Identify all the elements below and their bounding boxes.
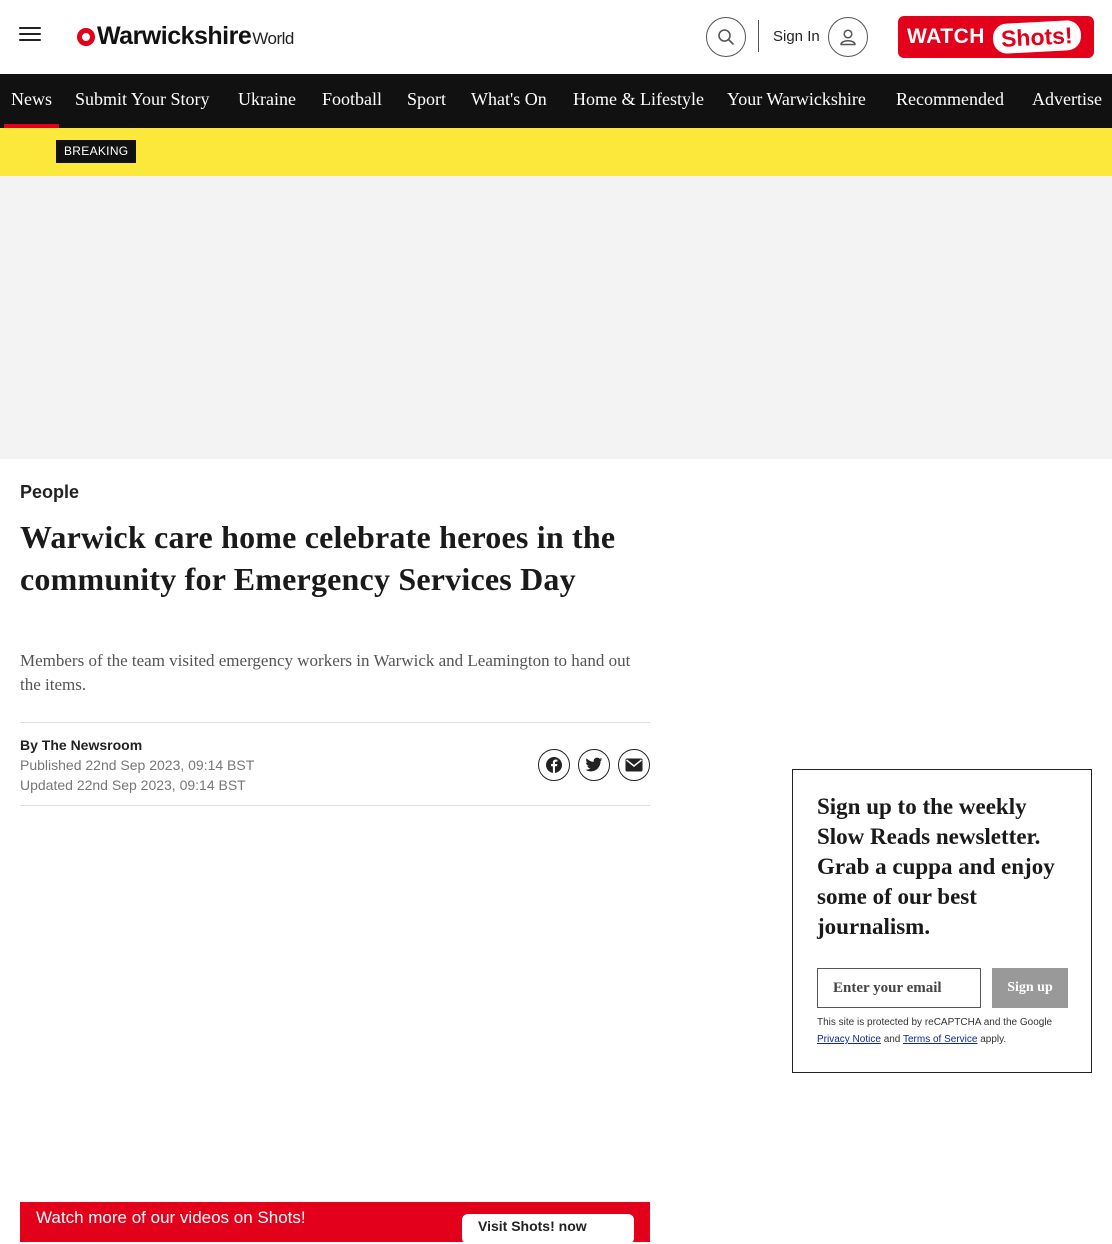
nav-item-recommended[interactable]: Recommended xyxy=(896,89,1004,109)
share-twitter-button[interactable] xyxy=(578,749,610,781)
search-button[interactable] xyxy=(706,17,746,57)
nav-item-football[interactable]: Football xyxy=(322,89,383,109)
recaptcha-notice-and: and xyxy=(883,1034,901,1045)
privacy-notice-link[interactable]: Privacy Notice xyxy=(817,1034,881,1045)
nav-item-home-lifestyle[interactable]: Home & Lifestyle xyxy=(573,89,704,109)
user-icon xyxy=(838,27,858,47)
nav-item-news[interactable]: News xyxy=(11,74,52,128)
newsletter-title: Sign up to the weekly Slow Reads newsletter. Grab a cuppa and enjoy some of our best journalism. xyxy=(817,794,1055,939)
nav-item-submit-your-story[interactable]: Submit Your Story xyxy=(75,89,210,109)
nav-item-ukraine[interactable]: Ukraine xyxy=(238,89,296,109)
logo-dot-icon xyxy=(77,28,95,46)
nav-item-advertise[interactable]: Advertise xyxy=(1032,89,1102,109)
article-headline: Warwick care home celebrate heroes in the community for Emergency Services Day xyxy=(20,519,616,597)
site-header xyxy=(0,0,1112,74)
share-facebook-button[interactable] xyxy=(538,749,570,781)
newsletter-signup-button[interactable]: Sign up xyxy=(992,968,1068,1008)
newsletter-email-input[interactable] xyxy=(817,968,981,1008)
watch-shots-button[interactable] xyxy=(898,16,1094,58)
logo-sub-text: World xyxy=(252,29,294,48)
hamburger-menu-icon[interactable] xyxy=(19,27,41,45)
sign-in-link[interactable]: Sign In xyxy=(773,28,820,45)
updated-date: Updated 22nd Sep 2023, 09:14 BST xyxy=(20,777,246,793)
recaptcha-notice-prefix: This site is protected by reCAPTCHA and the Google xyxy=(817,1017,1053,1028)
visit-shots-button[interactable]: Visit Shots! now xyxy=(462,1214,634,1244)
article-standfirst: Members of the team visited emergency workers in Warwick and Leamington to hand out the items. xyxy=(20,651,631,694)
twitter-icon xyxy=(585,757,603,773)
nav-item-whats-on[interactable]: What's On xyxy=(471,89,547,109)
site-logo[interactable] xyxy=(77,22,294,52)
recaptcha-notice xyxy=(817,1014,1073,1048)
article-meta xyxy=(20,722,650,806)
breaking-badge: BREAKING xyxy=(56,140,136,163)
shots-promo-banner xyxy=(20,1202,650,1242)
shots-label: Shots! xyxy=(992,20,1081,55)
logo-main-text: Warwickshire xyxy=(97,22,252,50)
header-divider xyxy=(758,20,759,52)
recaptcha-notice-suffix: apply. xyxy=(980,1034,1007,1045)
published-date: Published 22nd Sep 2023, 09:14 BST xyxy=(20,757,255,773)
watch-label: WATCH xyxy=(907,25,985,48)
advert-placeholder xyxy=(0,176,1112,459)
shots-promo-text: Watch more of our videos on Shots! xyxy=(36,1208,306,1227)
share-email-button[interactable] xyxy=(618,749,650,781)
nav-item-sport[interactable]: Sport xyxy=(407,89,447,109)
main-navigation xyxy=(0,74,1112,128)
search-icon xyxy=(717,28,735,46)
article-section[interactable]: People xyxy=(20,482,80,502)
newsletter-signup-box xyxy=(792,769,1092,1073)
email-icon xyxy=(625,758,643,772)
account-button[interactable] xyxy=(828,17,868,57)
nav-item-your-warwickshire[interactable]: Your Warwickshire xyxy=(727,89,866,109)
article-byline[interactable]: By The Newsroom xyxy=(20,737,143,753)
facebook-icon xyxy=(545,756,563,774)
terms-of-service-link[interactable]: Terms of Service xyxy=(902,1034,978,1045)
breaking-news-bar xyxy=(0,128,1112,176)
video-player-area[interactable] xyxy=(20,820,650,1190)
